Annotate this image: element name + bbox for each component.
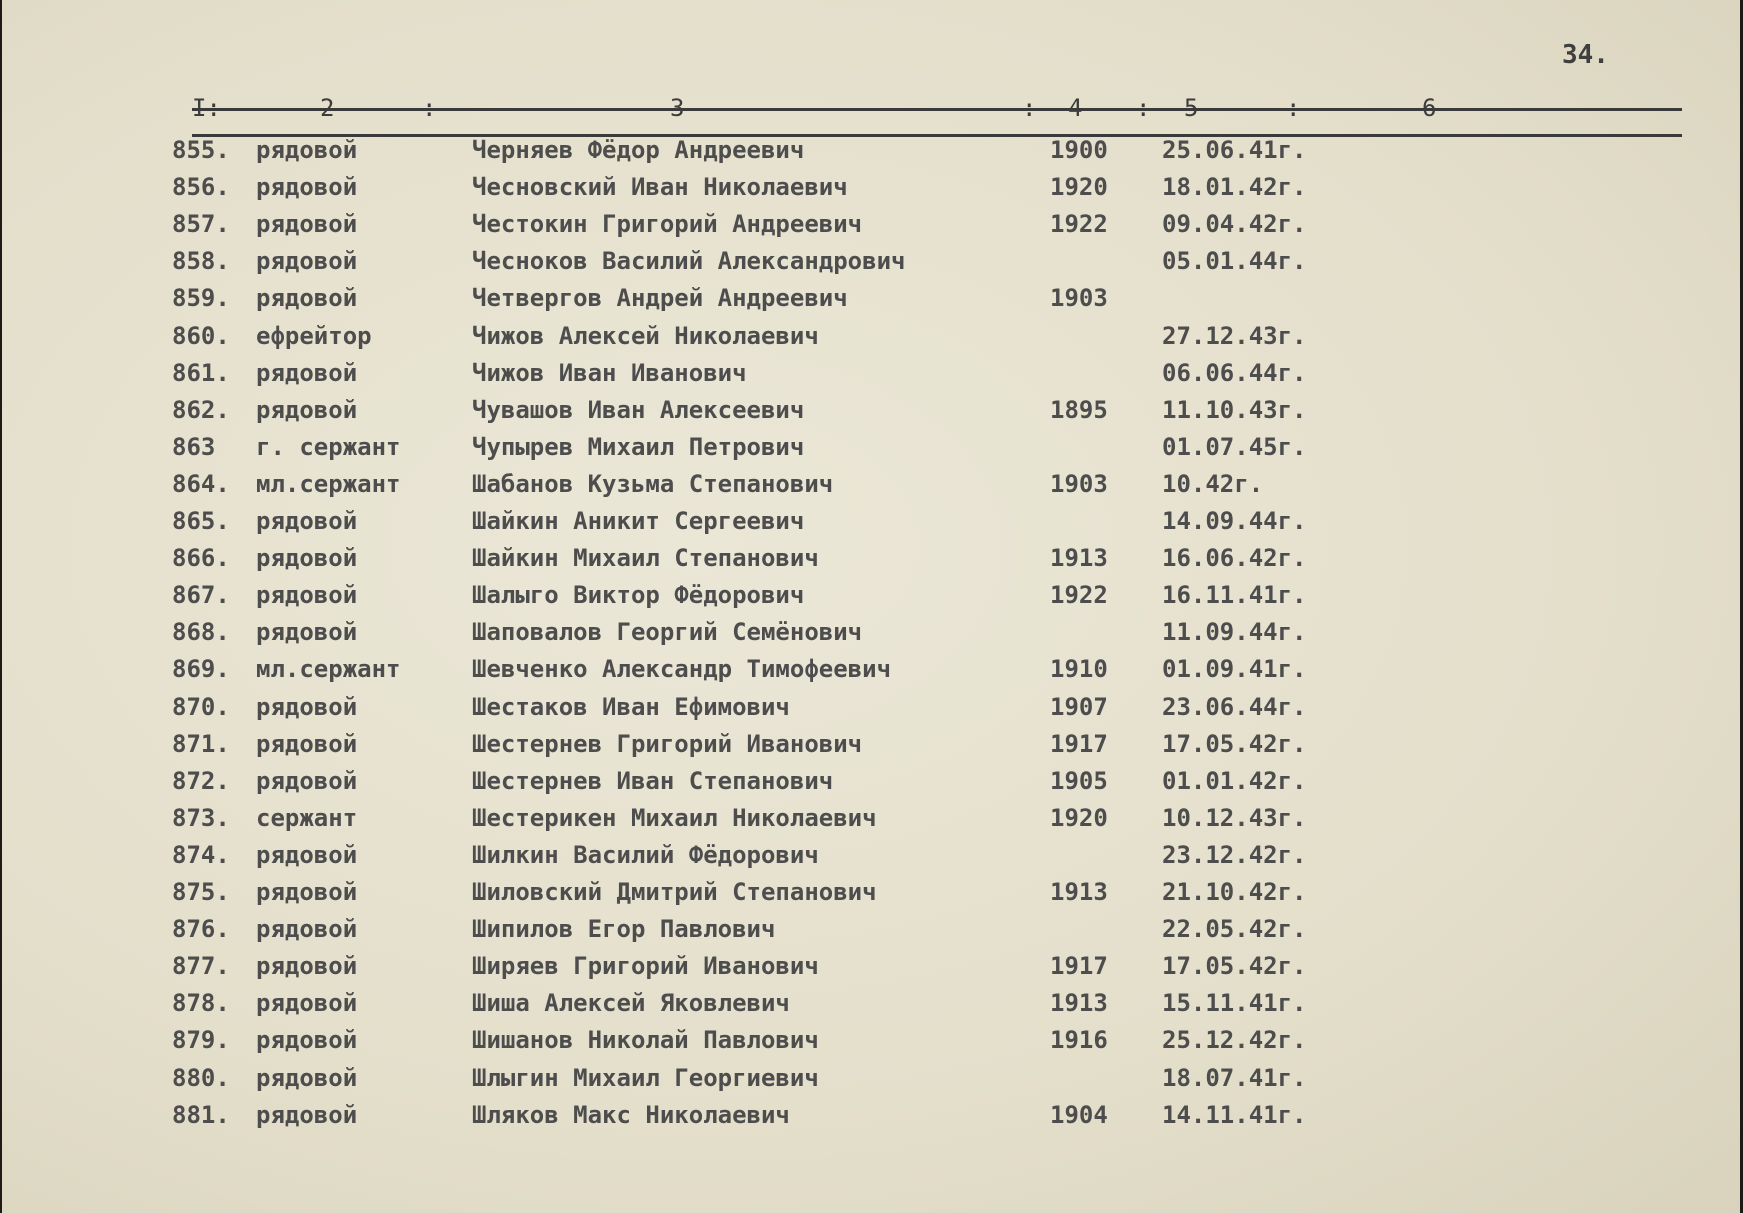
row-number: 869. [172, 655, 230, 684]
header-sep-1: : [422, 94, 437, 122]
row-rank: рядовой [256, 247, 358, 276]
row-rank: рядовой [256, 210, 358, 239]
row-number: 864. [172, 469, 230, 498]
row-number: 871. [172, 729, 230, 758]
row-date: 27.12.43г. [1162, 321, 1307, 350]
row-rank: рядовой [256, 1026, 358, 1055]
row-full-name: Шевченко Александр Тимофеевич [472, 655, 892, 684]
row-full-name: Ширяев Григорий Иванович [472, 952, 819, 981]
row-number: 868. [172, 618, 230, 647]
table-row [2, 618, 1740, 652]
row-rank: мл.сержант [256, 655, 401, 684]
header-sep-3: : [1136, 94, 1151, 122]
row-birth-year: 1922 [1050, 581, 1108, 610]
table-row [2, 544, 1740, 578]
row-date: 16.11.41г. [1162, 581, 1307, 610]
row-date: 17.05.42г. [1162, 952, 1307, 981]
row-date: 14.09.44г. [1162, 507, 1307, 535]
row-rank: рядовой [256, 840, 358, 869]
row-rank: рядовой [256, 729, 358, 758]
table-row [2, 359, 1740, 393]
row-number: 876. [172, 915, 230, 944]
row-birth-year: 1905 [1050, 766, 1108, 795]
table-row [2, 507, 1740, 541]
row-full-name: Чесноков Василий Александрович [472, 247, 906, 276]
row-number: 877. [172, 952, 230, 981]
row-rank: рядовой [256, 915, 358, 944]
row-date: 18.07.41г. [1162, 1063, 1307, 1092]
row-full-name: Шлыгин Михаил Георгиевич [472, 1063, 819, 1092]
row-rank: рядовой [256, 952, 358, 981]
row-full-name: Черняев Фёдор Андреевич [472, 136, 805, 164]
row-rank: рядовой [256, 507, 358, 535]
row-date: 18.01.42г. [1162, 173, 1307, 202]
header-col-5: 5 [1184, 94, 1199, 122]
row-date: 16.06.42г. [1162, 544, 1307, 573]
row-rank: мл.сержант [256, 469, 401, 498]
row-full-name: Шаповалов Георгий Семёнович [472, 618, 863, 647]
row-full-name: Чупырев Михаил Петрович [472, 432, 805, 461]
row-number: 874. [172, 840, 230, 869]
row-number: 867. [172, 581, 230, 610]
table-row [2, 581, 1740, 615]
row-full-name: Шипилов Егор Павлович [472, 915, 776, 944]
row-full-name: Шайкин Аникит Сергеевич [472, 507, 805, 535]
row-rank: сержант [256, 803, 358, 832]
header-col-6: 6 [1422, 94, 1437, 122]
table-row [2, 767, 1740, 801]
row-birth-year: 1903 [1050, 284, 1108, 313]
row-full-name: Четвергов Андрей Андреевич [472, 284, 848, 313]
row-date: 11.09.44г. [1162, 618, 1307, 647]
header-col-2: 2 [320, 94, 335, 122]
row-rank: рядовой [256, 692, 358, 721]
row-birth-year: 1913 [1050, 544, 1108, 573]
table-row [2, 693, 1740, 727]
row-number: 855. [172, 136, 230, 164]
header-col-4: 4 [1068, 94, 1083, 122]
table-row [2, 173, 1740, 207]
row-full-name: Шалыго Виктор Фёдорович [472, 581, 805, 610]
table-row [2, 878, 1740, 912]
row-full-name: Честокин Григорий Андреевич [472, 210, 863, 239]
row-date: 01.07.45г. [1162, 432, 1307, 461]
row-rank: рядовой [256, 766, 358, 795]
row-rank: рядовой [256, 395, 358, 424]
table-row [2, 433, 1740, 467]
row-full-name: Шестаков Иван Ефимович [472, 692, 790, 721]
row-date: 09.04.42г. [1162, 210, 1307, 239]
row-birth-year: 1917 [1050, 952, 1108, 981]
table-header [192, 94, 1682, 138]
row-rank: рядовой [256, 618, 358, 647]
table-row [2, 952, 1740, 986]
table-row [2, 1026, 1740, 1060]
row-rank: рядовой [256, 358, 358, 387]
row-full-name: Чижов Алексей Николаевич [472, 321, 819, 350]
row-date: 15.11.41г. [1162, 989, 1307, 1018]
row-birth-year: 1913 [1050, 878, 1108, 906]
row-number: 872. [172, 766, 230, 795]
table-row [2, 210, 1740, 244]
row-full-name: Шайкин Михаил Степанович [472, 544, 819, 573]
row-birth-year: 1910 [1050, 655, 1108, 684]
row-date: 01.09.41г. [1162, 655, 1307, 684]
row-number: 860. [172, 321, 230, 350]
document-page [2, 0, 1740, 1213]
row-full-name: Шестерикен Михаил Николаевич [472, 803, 877, 832]
row-date: 25.06.41г. [1162, 136, 1307, 164]
row-birth-year: 1916 [1050, 1026, 1108, 1055]
row-rank: рядовой [256, 1063, 358, 1092]
row-birth-year: 1895 [1050, 395, 1108, 424]
row-number: 879. [172, 1026, 230, 1055]
page-number: 34. [1562, 40, 1609, 70]
row-number: 858. [172, 247, 230, 276]
row-number: 863 [172, 432, 216, 461]
header-top-rule [192, 108, 1682, 111]
table-row [2, 322, 1740, 356]
header-sep-2: : [1022, 94, 1037, 122]
row-date: 25.12.42г. [1162, 1026, 1307, 1055]
row-date: 06.06.44г. [1162, 358, 1307, 387]
table-row [2, 284, 1740, 318]
table-row [2, 1064, 1740, 1098]
row-birth-year: 1913 [1050, 989, 1108, 1018]
row-birth-year: 1917 [1050, 729, 1108, 758]
row-number: 856. [172, 173, 230, 202]
row-full-name: Шишанов Николай Павлович [472, 1026, 819, 1055]
table-row [2, 396, 1740, 430]
row-number: 857. [172, 210, 230, 239]
row-number: 861. [172, 358, 230, 387]
row-date: 23.12.42г. [1162, 840, 1307, 869]
row-full-name: Чувашов Иван Алексеевич [472, 395, 805, 424]
row-date: 05.01.44г. [1162, 247, 1307, 276]
header-col-3: 3 [670, 94, 685, 122]
table-row [2, 1101, 1740, 1135]
table-row [2, 730, 1740, 764]
row-date: 21.10.42г. [1162, 878, 1307, 906]
table-row [2, 915, 1740, 949]
row-number: 862. [172, 395, 230, 424]
row-full-name: Чесновский Иван Николаевич [472, 173, 848, 202]
row-rank: рядовой [256, 544, 358, 573]
row-birth-year: 1904 [1050, 1100, 1108, 1129]
header-col-1: I: [192, 94, 221, 122]
row-date: 01.01.42г. [1162, 766, 1307, 795]
row-full-name: Шестернев Григорий Иванович [472, 729, 863, 758]
row-birth-year: 1920 [1050, 803, 1108, 832]
row-number: 866. [172, 544, 230, 573]
row-full-name: Шиша Алексей Яковлевич [472, 989, 790, 1018]
row-full-name: Шестернев Иван Степанович [472, 766, 834, 795]
row-rank: рядовой [256, 1100, 358, 1129]
row-date: 23.06.44г. [1162, 692, 1307, 721]
table-row [2, 804, 1740, 838]
row-birth-year: 1900 [1050, 136, 1108, 164]
row-full-name: Шиловский Дмитрий Степанович [472, 878, 877, 906]
row-date: 11.10.43г. [1162, 395, 1307, 424]
row-rank: рядовой [256, 136, 358, 164]
row-birth-year: 1920 [1050, 173, 1108, 202]
row-rank: г. сержант [256, 432, 401, 461]
row-number: 880. [172, 1063, 230, 1092]
row-rank: ефрейтор [256, 321, 372, 350]
row-rank: рядовой [256, 173, 358, 202]
table-row [2, 989, 1740, 1023]
row-date: 14.11.41г. [1162, 1100, 1307, 1129]
row-date: 10.12.43г. [1162, 803, 1307, 832]
table-row [2, 841, 1740, 875]
row-birth-year: 1907 [1050, 692, 1108, 721]
row-number: 865. [172, 507, 230, 535]
row-rank: рядовой [256, 284, 358, 313]
row-date: 10.42г. [1162, 469, 1264, 498]
row-number: 878. [172, 989, 230, 1018]
row-rank: рядовой [256, 581, 358, 610]
table-row [2, 470, 1740, 504]
row-date: 22.05.42г. [1162, 915, 1307, 944]
row-rank: рядовой [256, 878, 358, 906]
table-row [2, 247, 1740, 281]
row-full-name: Шилкин Василий Фёдорович [472, 840, 819, 869]
row-number: 875. [172, 878, 230, 906]
row-number: 870. [172, 692, 230, 721]
header-sep-4: : [1286, 94, 1301, 122]
row-date: 17.05.42г. [1162, 729, 1307, 758]
row-number: 873. [172, 803, 230, 832]
row-rank: рядовой [256, 989, 358, 1018]
row-full-name: Шляков Макс Николаевич [472, 1100, 790, 1129]
table-row [2, 136, 1740, 170]
row-birth-year: 1903 [1050, 469, 1108, 498]
row-full-name: Чижов Иван Иванович [472, 358, 747, 387]
row-number: 859. [172, 284, 230, 313]
table-row [2, 655, 1740, 689]
row-birth-year: 1922 [1050, 210, 1108, 239]
row-full-name: Шабанов Кузьма Степанович [472, 469, 834, 498]
row-number: 881. [172, 1100, 230, 1129]
